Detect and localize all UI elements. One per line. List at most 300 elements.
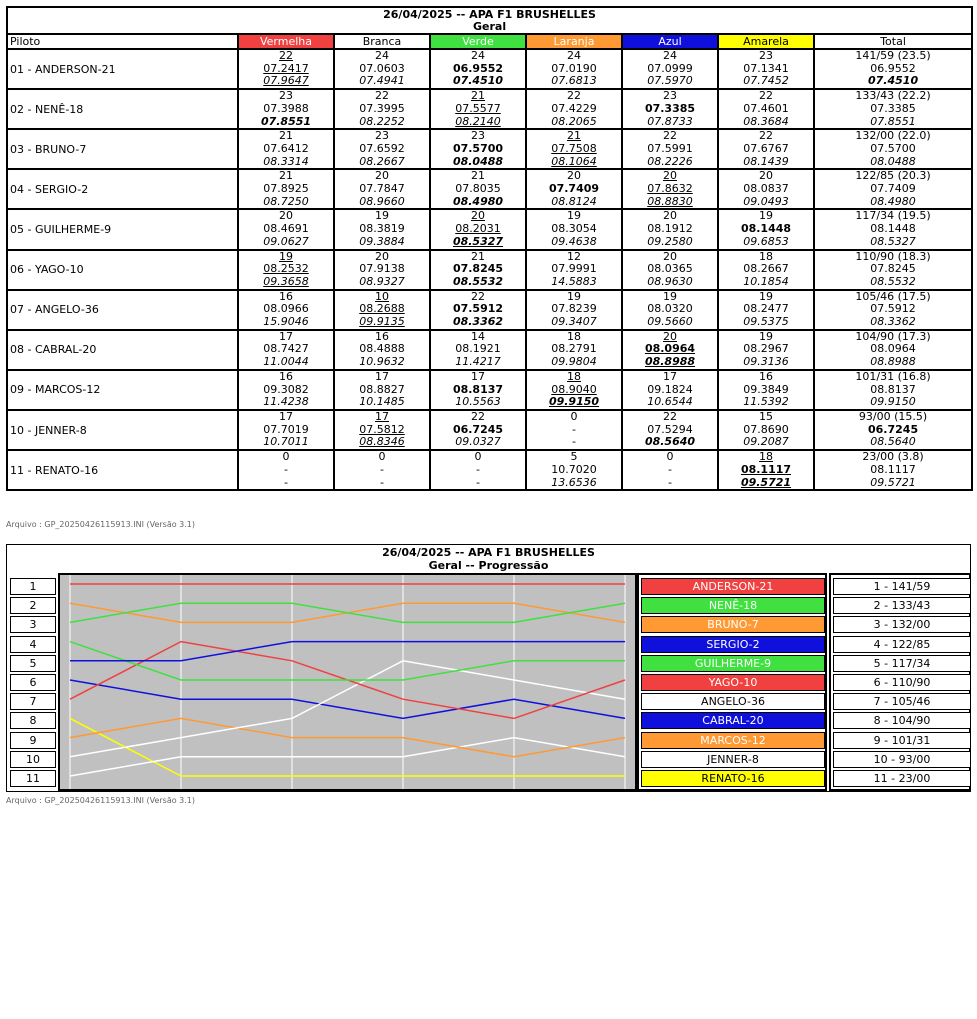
score-box: 2 - 133/43: [833, 597, 971, 614]
best-lap-value: 08.4888: [359, 342, 405, 356]
laps-value: 17: [663, 369, 677, 383]
average-lap-value: 09.5375: [743, 315, 789, 329]
best-lap-value: 08.0964: [644, 342, 696, 356]
laps-value: 19: [759, 329, 773, 343]
team-cell-verde: [430, 169, 526, 209]
pilot-name-box: ANGELO-36: [641, 693, 825, 710]
total-average-lap: 09.5721: [870, 475, 916, 489]
team-cell-branca: [334, 450, 430, 490]
best-lap-value: 08.9040: [551, 382, 597, 396]
total-laps: 23/00 (3.8): [862, 450, 924, 464]
laps-value: 19: [663, 289, 677, 303]
laps-value: 16: [279, 289, 293, 303]
average-lap-value: 09.5660: [647, 315, 693, 329]
position-number: 10: [10, 751, 56, 768]
team-header-verde: Verde: [430, 34, 526, 49]
laps-value: 0: [282, 450, 290, 464]
best-lap-value: 08.2031: [455, 222, 501, 236]
team-cell-azul: [622, 450, 718, 490]
average-lap-value: -: [284, 475, 288, 489]
best-lap-value: 06.7245: [452, 422, 504, 436]
total-cell: [814, 410, 972, 450]
average-lap-value: 09.3658: [263, 274, 309, 288]
laps-value: 24: [567, 49, 581, 62]
team-header-branca: Branca: [334, 34, 430, 49]
team-cell-amarela: [718, 450, 814, 490]
score-box: 4 - 122/85: [833, 636, 971, 653]
average-lap-value: 08.3314: [263, 154, 309, 168]
total-average-lap: 08.0488: [870, 154, 916, 168]
average-lap-value: 13.6536: [551, 475, 597, 489]
team-cell-vermelha: [238, 250, 334, 290]
position-number: 2: [10, 597, 56, 614]
team-cell-laranja: [526, 290, 622, 330]
best-lap-value: 07.3995: [359, 101, 405, 115]
laps-value: 21: [471, 89, 485, 103]
laps-value: 20: [567, 169, 581, 183]
score-box: 1 - 141/59: [833, 578, 971, 595]
best-lap-value: 06.9552: [452, 61, 504, 75]
pilot-name: 08 - CABRAL-20: [7, 330, 238, 370]
laps-value: 0: [570, 409, 578, 423]
team-cell-azul: [622, 169, 718, 209]
average-lap-value: 15.9046: [263, 315, 309, 329]
best-lap-value: -: [668, 462, 672, 476]
laps-value: 18: [759, 249, 773, 263]
team-cell-verde: [430, 49, 526, 89]
best-lap-value: 08.3819: [359, 222, 405, 236]
laps-value: 20: [663, 169, 677, 183]
team-cell-laranja: [526, 89, 622, 129]
best-lap-value: 08.8137: [452, 382, 504, 396]
best-lap-value: 09.3082: [263, 382, 309, 396]
pilot-name: 09 - MARCOS-12: [7, 370, 238, 410]
best-lap-value: 08.7427: [263, 342, 309, 356]
team-cell-azul: [622, 290, 718, 330]
team-cell-laranja: [526, 169, 622, 209]
laps-value: 16: [279, 369, 293, 383]
table-row: [7, 290, 972, 330]
results-header-row: [7, 34, 972, 49]
team-cell-vermelha: [238, 370, 334, 410]
team-cell-verde: [430, 250, 526, 290]
best-lap-value: 07.0603: [359, 61, 405, 75]
team-cell-verde: [430, 370, 526, 410]
average-lap-value: 08.3362: [452, 315, 504, 329]
total-laps: 104/90 (17.3): [855, 329, 931, 343]
total-laps: 133/43 (22.2): [855, 89, 931, 103]
best-lap-value: -: [572, 422, 576, 436]
position-number: 5: [10, 655, 56, 672]
team-cell-vermelha: [238, 49, 334, 89]
best-lap-value: 07.6592: [359, 141, 405, 155]
best-lap-value: 07.8632: [647, 182, 693, 196]
laps-value: 22: [375, 89, 389, 103]
average-lap-value: 09.3884: [359, 234, 405, 248]
team-cell-azul: [622, 209, 718, 249]
best-lap-value: 07.8690: [743, 422, 789, 436]
pilot-name: 02 - NENÊ-18: [7, 89, 238, 129]
team-cell-laranja: [526, 49, 622, 89]
best-lap-value: 07.3385: [644, 101, 696, 115]
team-cell-branca: [334, 330, 430, 370]
total-laps: 141/59 (23.5): [855, 49, 931, 62]
team-cell-branca: [334, 410, 430, 450]
laps-value: 21: [567, 129, 581, 143]
average-lap-value: 08.2065: [551, 114, 597, 128]
best-lap-value: 07.8245: [452, 262, 504, 276]
team-cell-amarela: [718, 89, 814, 129]
average-lap-value: 08.5532: [452, 274, 504, 288]
best-lap-value: 08.0320: [647, 302, 693, 316]
average-lap-value: 09.2087: [743, 435, 789, 449]
scores-column: [829, 573, 971, 791]
average-lap-value: 11.4217: [455, 355, 501, 369]
score-box: 7 - 105/46: [833, 693, 971, 710]
best-lap-value: 07.0190: [551, 61, 597, 75]
laps-value: 20: [375, 169, 389, 183]
team-cell-azul: [622, 330, 718, 370]
best-lap-value: 07.0999: [647, 61, 693, 75]
total-average-lap: 07.4510: [868, 74, 919, 88]
average-lap-value: 11.5392: [743, 395, 789, 409]
best-lap-value: 07.5294: [647, 422, 693, 436]
average-lap-value: 10.1854: [743, 274, 789, 288]
total-cell: [814, 49, 972, 89]
laps-value: 18: [567, 369, 581, 383]
team-cell-azul: [622, 49, 718, 89]
laps-value: 20: [471, 209, 485, 223]
total-cell: [814, 89, 972, 129]
best-lap-value: 07.5912: [452, 302, 504, 316]
table-row: [7, 169, 972, 209]
laps-value: 20: [663, 209, 677, 223]
team-cell-amarela: [718, 370, 814, 410]
average-lap-value: 10.5563: [455, 395, 501, 409]
best-lap-value: 08.2532: [263, 262, 309, 276]
best-lap-value: 07.7847: [359, 182, 405, 196]
score-box: 5 - 117/34: [833, 655, 971, 672]
team-cell-branca: [334, 370, 430, 410]
average-lap-value: 11.4238: [263, 395, 309, 409]
team-cell-vermelha: [238, 169, 334, 209]
total-best-lap: 07.3385: [870, 101, 916, 115]
series-line: [70, 680, 625, 718]
best-lap-value: 08.2967: [743, 342, 789, 356]
best-lap-value: 08.1448: [740, 222, 792, 236]
pilot-name: 03 - BRUNO-7: [7, 129, 238, 169]
team-cell-verde: [430, 290, 526, 330]
results-title: 26/04/2025 -- APA F1 BRUSHELLES: [383, 8, 596, 21]
total-average-lap: 08.5532: [870, 274, 916, 288]
laps-value: 20: [663, 329, 677, 343]
average-lap-value: 09.0493: [743, 194, 789, 208]
best-lap-value: 08.1117: [740, 462, 792, 476]
average-lap-value: 09.4638: [551, 234, 597, 248]
average-lap-value: -: [380, 475, 384, 489]
total-average-lap: 08.3362: [870, 315, 916, 329]
team-cell-laranja: [526, 129, 622, 169]
pilot-name: 07 - ANGELO-36: [7, 290, 238, 330]
best-lap-value: -: [476, 462, 480, 476]
average-lap-value: -: [476, 475, 480, 489]
team-cell-azul: [622, 129, 718, 169]
average-lap-value: 08.5327: [452, 234, 504, 248]
laps-value: 20: [279, 209, 293, 223]
total-average-lap: 07.8551: [870, 114, 916, 128]
progression-chart: [58, 573, 637, 791]
progression-header: [7, 546, 970, 572]
team-cell-laranja: [526, 370, 622, 410]
best-lap-value: 07.2417: [263, 61, 309, 75]
total-average-lap: 08.5327: [870, 234, 916, 248]
average-lap-value: -: [572, 435, 576, 449]
average-lap-value: 08.2667: [359, 154, 405, 168]
total-laps: 93/00 (15.5): [858, 409, 928, 423]
team-cell-vermelha: [238, 209, 334, 249]
results-body: [7, 7, 972, 490]
team-cell-azul: [622, 89, 718, 129]
average-lap-value: 07.5970: [647, 74, 693, 88]
best-lap-value: 08.3054: [551, 222, 597, 236]
average-lap-value: 08.9660: [359, 194, 405, 208]
laps-value: 19: [567, 289, 581, 303]
average-lap-value: 08.0488: [452, 154, 504, 168]
progression-chart-svg: [60, 575, 635, 789]
average-lap-value: 09.6853: [743, 234, 789, 248]
total-best-lap: 07.8245: [870, 262, 916, 276]
laps-value: 17: [471, 369, 485, 383]
laps-value: 23: [759, 49, 773, 62]
total-best-lap: 08.0964: [870, 342, 916, 356]
average-lap-value: 08.8124: [551, 194, 597, 208]
team-cell-amarela: [718, 129, 814, 169]
pilot-name: 01 - ANDERSON-21: [7, 49, 238, 89]
team-cell-laranja: [526, 250, 622, 290]
position-number: 4: [10, 636, 56, 653]
best-lap-value: 07.8925: [263, 182, 309, 196]
team-header-amarela: Amarela: [718, 34, 814, 49]
laps-value: 19: [279, 249, 293, 263]
results-file-note: Arquivo : GP_20250426115913.INI (Versão 3.1): [6, 520, 196, 529]
average-lap-value: 09.0327: [455, 435, 501, 449]
average-lap-value: 14.5883: [551, 274, 597, 288]
average-lap-value: 08.2140: [455, 114, 501, 128]
laps-value: 22: [663, 129, 677, 143]
laps-value: 22: [471, 289, 485, 303]
average-lap-value: 09.3407: [551, 315, 597, 329]
total-average-lap: 08.4980: [870, 194, 916, 208]
team-cell-branca: [334, 169, 430, 209]
team-cell-verde: [430, 330, 526, 370]
team-cell-amarela: [718, 410, 814, 450]
total-cell: [814, 209, 972, 249]
laps-value: 14: [471, 329, 485, 343]
laps-value: 0: [666, 450, 674, 464]
average-lap-value: 07.9647: [263, 74, 309, 88]
progression-subtitle: Geral -- Progressão: [428, 559, 549, 572]
laps-value: 19: [759, 289, 773, 303]
series-line: [70, 603, 625, 622]
progression-panel: [6, 544, 971, 792]
best-lap-value: 09.3849: [743, 382, 789, 396]
table-row: [7, 129, 972, 169]
pilot-name-box: MARCOS-12: [641, 732, 825, 749]
score-box: 10 - 93/00: [833, 751, 971, 768]
pilot-name-box: ANDERSON-21: [641, 578, 825, 595]
table-row: [7, 330, 972, 370]
team-header-vermelha: Vermelha: [238, 34, 334, 49]
best-lap-value: 08.2688: [359, 302, 405, 316]
average-lap-value: 10.1485: [359, 395, 405, 409]
progression-title: 26/04/2025 -- APA F1 BRUSHELLES: [382, 546, 595, 559]
laps-value: 18: [567, 329, 581, 343]
best-lap-value: 07.3988: [263, 101, 309, 115]
team-cell-laranja: [526, 330, 622, 370]
position-number: 6: [10, 674, 56, 691]
best-lap-value: 08.2667: [743, 262, 789, 276]
laps-value: 22: [759, 129, 773, 143]
team-cell-azul: [622, 370, 718, 410]
best-lap-value: 08.2791: [551, 342, 597, 356]
best-lap-value: 07.7019: [263, 422, 309, 436]
laps-value: 15: [759, 409, 773, 423]
average-lap-value: 07.4510: [452, 74, 504, 88]
average-lap-value: 08.9630: [647, 274, 693, 288]
results-title-row: [7, 7, 972, 34]
average-lap-value: 08.2226: [647, 154, 693, 168]
laps-value: 23: [471, 129, 485, 143]
total-average-lap: 08.5640: [870, 435, 916, 449]
laps-value: 12: [567, 249, 581, 263]
best-lap-value: 07.8239: [551, 302, 597, 316]
table-row: [7, 250, 972, 290]
pilot-name: 06 - YAGO-10: [7, 250, 238, 290]
laps-value: 19: [375, 209, 389, 223]
position-number: 8: [10, 712, 56, 729]
average-lap-value: 09.3136: [743, 355, 789, 369]
team-cell-verde: [430, 89, 526, 129]
team-cell-branca: [334, 250, 430, 290]
total-best-lap: 08.1117: [870, 462, 916, 476]
total-laps: 105/46 (17.5): [855, 289, 931, 303]
total-cell: [814, 290, 972, 330]
average-lap-value: 11.0044: [263, 355, 309, 369]
average-lap-value: 09.5721: [740, 475, 792, 489]
table-row: [7, 89, 972, 129]
best-lap-value: 08.8827: [359, 382, 405, 396]
pilot-name: 04 - SERGIO-2: [7, 169, 238, 209]
laps-value: 20: [759, 169, 773, 183]
average-lap-value: 08.1064: [551, 154, 597, 168]
pilot-name-box: NENÊ-18: [641, 597, 825, 614]
laps-value: 18: [759, 450, 773, 464]
table-row: [7, 49, 972, 89]
laps-value: 17: [375, 369, 389, 383]
laps-value: 17: [279, 329, 293, 343]
total-laps: 110/90 (18.3): [855, 249, 931, 263]
average-lap-value: 07.6813: [551, 74, 597, 88]
score-box: 6 - 110/90: [833, 674, 971, 691]
results-table: [6, 6, 973, 491]
laps-value: 24: [663, 49, 677, 62]
laps-value: 23: [375, 129, 389, 143]
team-cell-amarela: [718, 49, 814, 89]
laps-value: 17: [279, 409, 293, 423]
best-lap-value: -: [284, 462, 288, 476]
laps-value: 21: [471, 169, 485, 183]
average-lap-value: 08.7250: [263, 194, 309, 208]
average-lap-value: 08.8830: [647, 194, 693, 208]
total-laps: 132/00 (22.0): [855, 129, 931, 143]
table-row: [7, 209, 972, 249]
pilot-name-box: RENATO-16: [641, 770, 825, 787]
laps-value: 21: [279, 169, 293, 183]
laps-value: 22: [759, 89, 773, 103]
average-lap-value: 07.4941: [359, 74, 405, 88]
laps-value: 5: [570, 450, 578, 464]
laps-value: 16: [375, 329, 389, 343]
average-lap-value: 08.8988: [644, 355, 696, 369]
position-number: 7: [10, 693, 56, 710]
average-lap-value: 09.9135: [359, 315, 405, 329]
team-cell-laranja: [526, 209, 622, 249]
best-lap-value: -: [380, 462, 384, 476]
laps-value: 17: [375, 409, 389, 423]
pilot-names-column: [637, 573, 827, 791]
pilot-name-box: JENNER-8: [641, 751, 825, 768]
total-best-lap: 07.5912: [870, 302, 916, 316]
position-number: 9: [10, 732, 56, 749]
total-cell: [814, 370, 972, 410]
results-subtitle: Geral: [473, 20, 507, 33]
team-cell-verde: [430, 129, 526, 169]
total-cell: [814, 450, 972, 490]
total-best-lap: 06.9552: [870, 61, 916, 75]
pilot-name: 11 - RENATO-16: [7, 450, 238, 490]
average-lap-value: 10.7011: [263, 435, 309, 449]
best-lap-value: 07.9138: [359, 262, 405, 276]
total-best-lap: 06.7245: [868, 422, 919, 436]
series-line: [70, 738, 625, 776]
best-lap-value: 08.2477: [743, 302, 789, 316]
average-lap-value: 07.8551: [260, 114, 312, 128]
team-cell-branca: [334, 129, 430, 169]
team-cell-branca: [334, 89, 430, 129]
team-cell-verde: [430, 410, 526, 450]
team-cell-vermelha: [238, 330, 334, 370]
table-row: [7, 370, 972, 410]
team-cell-vermelha: [238, 410, 334, 450]
series-line: [70, 642, 625, 661]
total-average-lap: 09.9150: [870, 395, 916, 409]
team-cell-azul: [622, 410, 718, 450]
laps-value: 21: [279, 129, 293, 143]
average-lap-value: -: [668, 475, 672, 489]
score-box: 3 - 132/00: [833, 616, 971, 633]
laps-value: 23: [663, 89, 677, 103]
laps-value: 19: [759, 209, 773, 223]
total-best-lap: 08.8137: [870, 382, 916, 396]
best-lap-value: 07.4229: [551, 101, 597, 115]
best-lap-value: 07.7409: [548, 182, 600, 196]
average-lap-value: 08.2252: [359, 114, 405, 128]
pilot-name-box: SERGIO-2: [641, 636, 825, 653]
best-lap-value: 07.1341: [743, 61, 789, 75]
laps-value: 22: [663, 409, 677, 423]
average-lap-value: 10.6544: [647, 395, 693, 409]
pilot-name-box: GUILHERME-9: [641, 655, 825, 672]
